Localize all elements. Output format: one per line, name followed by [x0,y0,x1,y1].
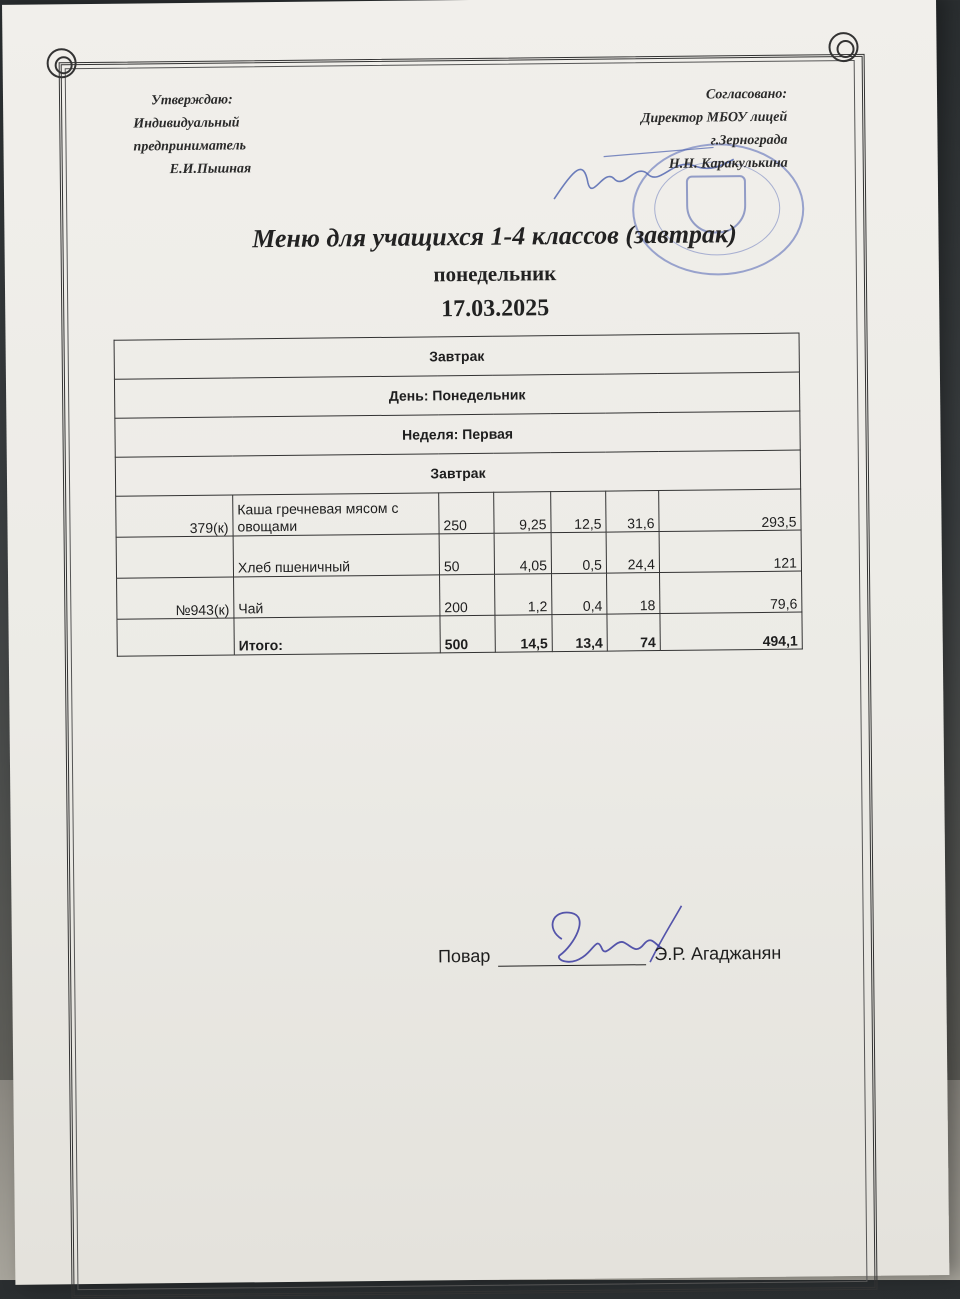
menu-date: 17.03.2025 [441,295,550,323]
dish-name: Хлеб пшеничный [233,534,439,577]
table-row [117,571,802,619]
approval-left-line: Утверждаю: [150,92,233,109]
header-week: Неделя: Первая [115,411,800,457]
table-row [116,530,801,578]
dish-kcal: 121 [659,530,801,572]
dish-protein: 9,25 [494,492,551,534]
dish-fat: 0,4 [552,573,607,615]
approval-right-line: г.Зернограда [710,132,788,149]
corner-ornament-right [828,32,858,62]
approval-block-right [641,83,788,177]
approval-left-line: предприниматель [133,138,247,155]
header-meal: Завтрак [114,333,799,379]
recipe-code: №943(к) [117,577,234,619]
approval-right-line: Согласовано: [705,86,788,103]
approval-left-line: Индивидуальный [133,115,240,132]
recipe-code: 379(к) [116,495,233,537]
dish-protein: 4,05 [494,533,551,575]
dish-carbs: 31,6 [606,491,659,533]
dish-name: Каша гречневая мясом с овощами [233,493,439,536]
dish-fat: 0,5 [551,532,606,574]
dish-fat: 12,5 [551,491,606,533]
dish-carbs: 24,4 [606,532,659,574]
menu-weekday: понедельник [433,261,557,287]
total-mass: 500 [440,615,495,653]
total-fat: 13,4 [552,614,607,652]
total-code-empty [117,618,234,656]
dish-mass: 250 [439,492,494,534]
dish-kcal: 79,6 [660,571,802,613]
dish-protein: 1,2 [495,574,552,616]
paper-sheet [2,0,949,1285]
approval-left-line: Е.И.Пышная [169,161,252,178]
dish-mass: 200 [440,574,495,616]
menu-table [114,333,803,657]
header-meal-section: Завтрак [115,450,800,496]
cook-name: Э.Р. Агаджанян [654,942,782,965]
header-day: День: Понедельник [114,372,799,418]
total-protein: 14,5 [495,615,552,653]
dish-mass: 50 [439,533,494,575]
table-total-row [117,612,802,656]
approval-right-line: Директор МБОУ лицей [640,109,788,127]
total-kcal: 494,1 [660,612,802,650]
dish-carbs: 18 [607,573,660,615]
dish-name: Чай [234,575,440,618]
cook-signature-line [438,943,781,968]
approval-block-left [133,88,251,181]
corner-ornament-left [46,48,76,78]
menu-title: Меню для учащихся 1-4 классов (завтрак) [252,219,737,254]
total-label: Итого: [234,616,440,655]
cook-signature [531,898,712,980]
dish-kcal: 293,5 [659,489,801,531]
cook-label: Повар [437,945,491,967]
recipe-code [116,536,233,578]
total-carbs: 74 [607,614,660,652]
table-row [116,489,801,537]
approval-right-line: Н.Н. Каракулькина [668,155,788,172]
